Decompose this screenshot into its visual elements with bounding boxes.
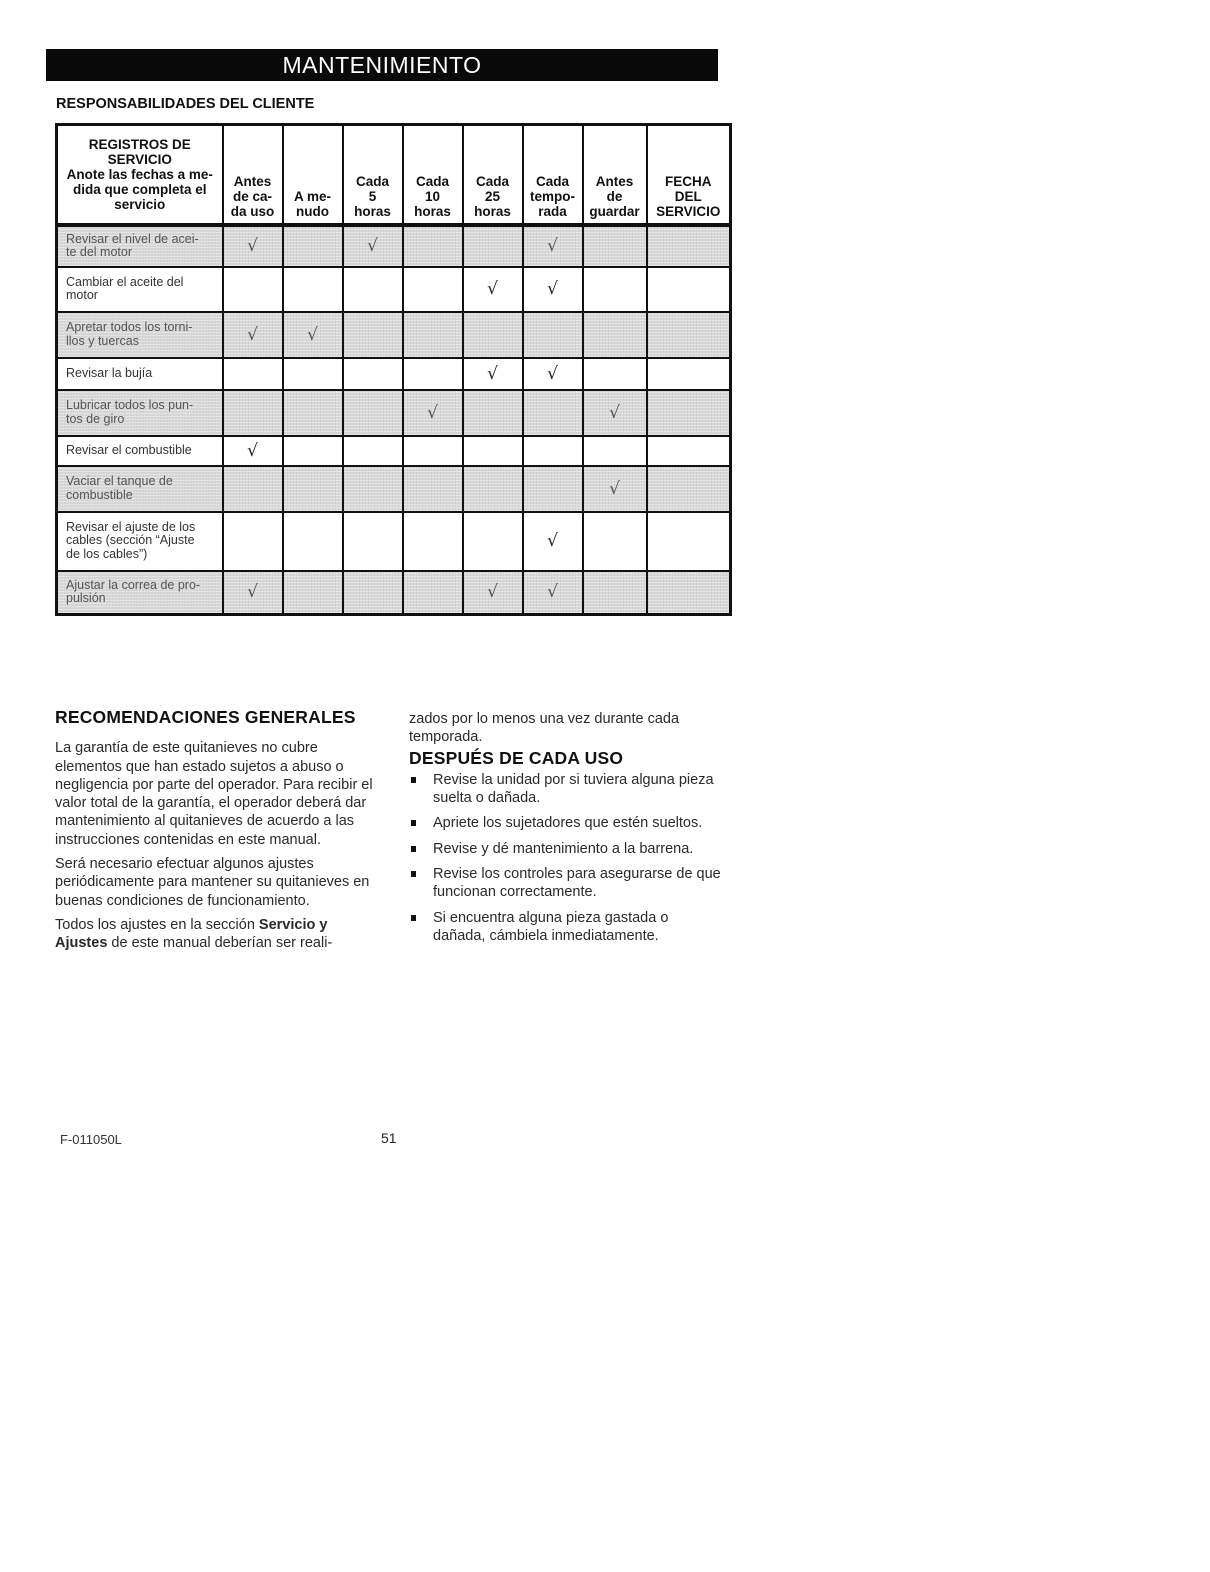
warranty-paragraph: La garantía de este quitanieves no cubre elementos que han estado sujetos a abuso o negligencia por parte del operador. Para recibir el valor total de la garantía, el operador deberá dar mantenimiento al quitanieves de acuerdo a las instrucciones contenidas en este manual. (55, 740, 373, 848)
bullet-icon (411, 846, 416, 852)
schedule-cell (343, 225, 403, 267)
task-label: Revisar el nivel de acei- te del motor (57, 225, 223, 267)
schedule-cell (523, 466, 583, 512)
bullet-icon (411, 820, 416, 826)
check-mark-icon: √ (609, 478, 620, 499)
schedule-cell (343, 512, 403, 571)
schedule-cell (283, 436, 343, 466)
schedule-cell (583, 267, 647, 312)
list-item: Si encuentra alguna pieza gastada o dañada, cámbiela inmediatamente. (409, 909, 724, 946)
schedule-cell (283, 358, 343, 390)
schedule-cell (283, 225, 343, 267)
page-number: 51 (381, 1130, 397, 1146)
schedule-cell (583, 358, 647, 390)
check-mark-icon: √ (547, 531, 558, 551)
check-mark-icon: √ (367, 236, 378, 256)
check-mark-icon: √ (247, 324, 258, 345)
schedule-cell (343, 312, 403, 358)
schedule-cell (223, 512, 283, 571)
schedule-cell (463, 390, 523, 436)
schedule-cell (223, 390, 283, 436)
header-col-4: Cada 10 horas (403, 125, 463, 225)
schedule-cell (463, 358, 523, 390)
check-mark-icon: √ (609, 402, 620, 423)
adjustments-paragraph: Será necesario efectuar algunos ajustes periódicamente para mantener su quitanieves en buenas condiciones de funcionamiento. (55, 856, 370, 909)
bullet-icon (411, 871, 416, 877)
schedule-cell (523, 390, 583, 436)
schedule-cell (283, 267, 343, 312)
schedule-cell (647, 512, 731, 571)
schedule-cell (403, 390, 463, 436)
schedule-cell (463, 312, 523, 358)
schedule-cell (647, 358, 731, 390)
schedule-cell (583, 225, 647, 267)
check-mark-icon: √ (427, 402, 438, 423)
schedule-cell (403, 466, 463, 512)
check-mark-icon: √ (547, 236, 558, 256)
after-each-use-heading: DESPUÉS DE CADA USO (409, 747, 624, 768)
table-row (57, 358, 731, 390)
schedule-cell (223, 436, 283, 466)
schedule-cell (583, 436, 647, 466)
header-col-7: Antes de guardar (583, 125, 647, 225)
schedule-cell (463, 225, 523, 267)
schedule-cell (523, 267, 583, 312)
task-label: Apretar todos los torni- llos y tuercas (57, 312, 223, 358)
schedule-cell (523, 512, 583, 571)
section-subtitle: RESPONSABILIDADES DEL CLIENTE (56, 96, 315, 112)
schedule-cell (463, 466, 523, 512)
schedule-cell (403, 267, 463, 312)
list-item: Revise y dé mantenimiento a la barrena. (409, 840, 724, 858)
table-row (57, 436, 731, 466)
after-use-list (409, 771, 724, 945)
check-mark-icon: √ (547, 363, 558, 384)
schedule-cell (647, 436, 731, 466)
schedule-cell (463, 512, 523, 571)
table-row (57, 225, 731, 267)
schedule-cell (523, 358, 583, 390)
schedule-cell (583, 312, 647, 358)
schedule-cell (523, 571, 583, 615)
table-row (57, 312, 731, 358)
list-item: Revise la unidad por si tuviera alguna pieza suelta o dañada. (409, 771, 724, 808)
left-column (55, 708, 375, 959)
schedule-cell (523, 436, 583, 466)
schedule-cell (283, 466, 343, 512)
schedule-cell (223, 466, 283, 512)
schedule-cell (647, 225, 731, 267)
task-label: Revisar el combustible (57, 436, 223, 466)
schedule-cell (583, 512, 647, 571)
schedule-cell (403, 225, 463, 267)
table-header-row (57, 125, 731, 225)
schedule-cell (283, 571, 343, 615)
task-label: Revisar el ajuste de los cables (sección “Ajuste de los cables”) (57, 512, 223, 571)
schedule-cell (403, 571, 463, 615)
schedule-cell (223, 267, 283, 312)
header-col-2: A me- nudo (283, 125, 343, 225)
schedule-cell (223, 312, 283, 358)
list-item: Apriete los sujetadores que estén sueltos. (409, 814, 724, 832)
table-row (57, 466, 731, 512)
schedule-cell (343, 267, 403, 312)
schedule-cell (647, 390, 731, 436)
schedule-cell (223, 571, 283, 615)
schedule-cell (343, 436, 403, 466)
schedule-cell (343, 466, 403, 512)
schedule-cell (523, 312, 583, 358)
schedule-cell (343, 571, 403, 615)
task-label: Ajustar la correa de pro- pulsión (57, 571, 223, 615)
schedule-cell (583, 466, 647, 512)
schedule-cell (403, 512, 463, 571)
table-row (57, 390, 731, 436)
task-label: Revisar la bujía (57, 358, 223, 390)
header-col-5: Cada 25 horas (463, 125, 523, 225)
header-col-1: Antes de ca- da uso (223, 125, 283, 225)
schedule-cell (223, 358, 283, 390)
table-row (57, 571, 731, 615)
schedule-cell (343, 390, 403, 436)
schedule-cell (583, 390, 647, 436)
schedule-cell (403, 312, 463, 358)
task-label: Lubricar todos los pun- tos de giro (57, 390, 223, 436)
schedule-cell (283, 390, 343, 436)
header-service-records: REGISTROS DE SERVICIO Anote las fechas a me- dida que completa el servicio (57, 125, 223, 225)
right-column (409, 710, 724, 952)
check-mark-icon: √ (547, 279, 558, 299)
check-mark-icon: √ (547, 582, 558, 603)
task-label: Vaciar el tanque de combustible (57, 466, 223, 512)
schedule-cell (403, 436, 463, 466)
header-col-8: FECHA DEL SERVICIO (647, 125, 731, 225)
general-recommendations-heading: RECOMENDACIONES GENERALES (55, 707, 356, 727)
list-item: Revise los controles para asegurarse de que funcionan correctamente. (409, 865, 724, 902)
check-mark-icon: √ (247, 440, 258, 461)
continuation-paragraph: zados por lo menos una vez durante cada temporada. (409, 711, 680, 746)
check-mark-icon: √ (487, 363, 498, 384)
document-code: F-011050L (60, 1132, 122, 1147)
schedule-cell (647, 267, 731, 312)
schedule-cell (463, 436, 523, 466)
schedule-cell (647, 466, 731, 512)
schedule-cell (647, 571, 731, 615)
schedule-cell (463, 571, 523, 615)
maintenance-schedule-table (55, 123, 732, 616)
schedule-cell (523, 225, 583, 267)
page-banner: MANTENIMIENTO (46, 49, 718, 81)
service-section-ref: Servicio y Ajustes (55, 916, 328, 952)
header-col-3: Cada 5 horas (343, 125, 403, 225)
bullet-icon (411, 777, 416, 783)
table-row (57, 512, 731, 571)
check-mark-icon: √ (307, 324, 318, 345)
schedule-cell (283, 512, 343, 571)
task-label: Cambiar el aceite del motor (57, 267, 223, 312)
schedule-cell (283, 312, 343, 358)
header-col-6: Cada tempo- rada (523, 125, 583, 225)
schedule-cell (647, 312, 731, 358)
check-mark-icon: √ (487, 582, 498, 603)
table-row (57, 267, 731, 312)
bullet-icon (411, 915, 416, 921)
check-mark-icon: √ (247, 236, 258, 256)
schedule-cell (403, 358, 463, 390)
schedule-cell (343, 358, 403, 390)
schedule-cell (223, 225, 283, 267)
check-mark-icon: √ (247, 582, 258, 603)
check-mark-icon: √ (487, 279, 498, 299)
schedule-cell (463, 267, 523, 312)
schedule-cell (583, 571, 647, 615)
service-paragraph: Todos los ajustes en la sección Servicio y Ajustes de este manual deberían ser reali- (55, 916, 333, 952)
